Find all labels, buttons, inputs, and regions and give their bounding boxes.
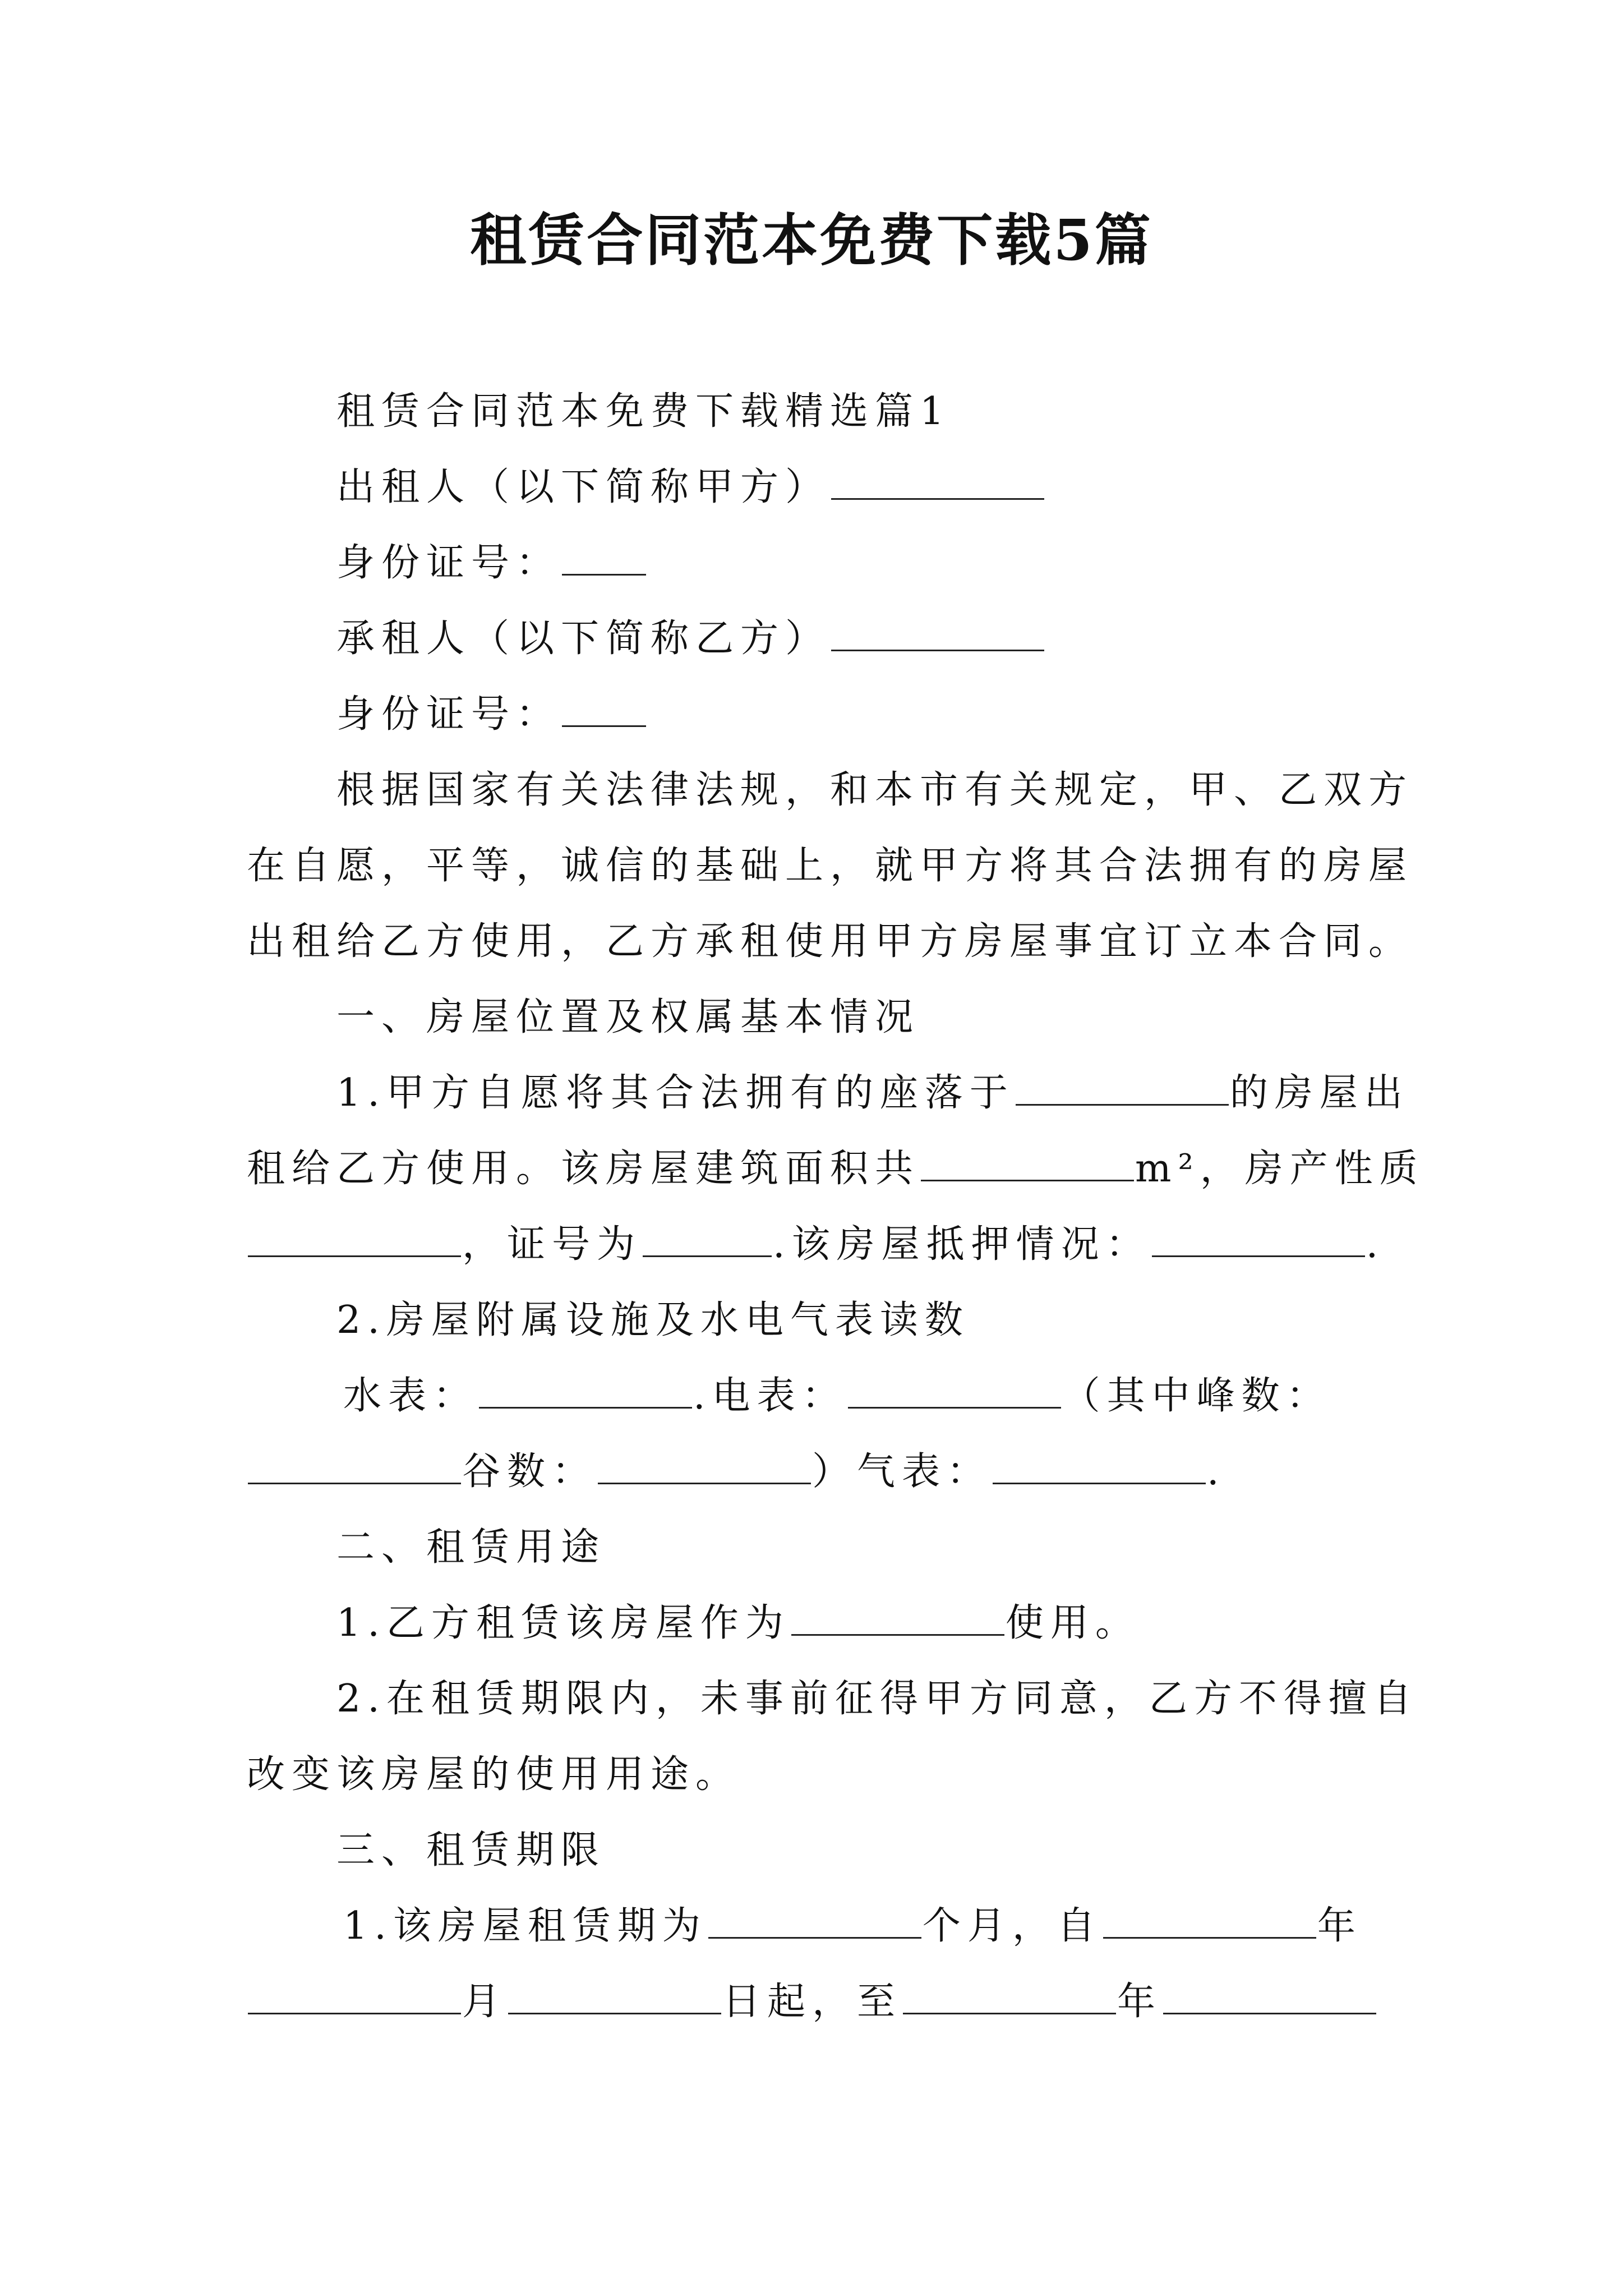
clause-3-1-text-c: 年 [1317, 1904, 1362, 1948]
usage-blank [791, 1602, 1004, 1636]
electric-meter-blank [848, 1374, 1061, 1409]
lessee-id-line [336, 687, 647, 743]
clause-2-2-line-1: 2.在租赁期限内，未事前征得甲方同意，乙方不得擅自 [336, 1677, 1418, 1721]
clause-1-1-line-2 [247, 1141, 1424, 1197]
property-nature-blank [248, 1223, 461, 1257]
clause-2-1-text-a: 1.乙方租赁该房屋作为 [336, 1601, 790, 1645]
valley-blank [598, 1450, 811, 1484]
clause-3-1-text-a: 1.该房屋租赁期为 [343, 1904, 707, 1948]
peak-blank [248, 1450, 461, 1484]
clause-1-2: 2.房屋附属设施及水电气表读数 [336, 1298, 970, 1342]
clause-1-1-text-f: .该房屋抵押情况： [773, 1222, 1151, 1267]
end-year-blank [903, 1980, 1116, 2014]
section-2-heading: 二、租赁用途 [336, 1525, 606, 1570]
clause-3-1-text-e: 日起，至 [722, 1980, 902, 2024]
certificate-blank [643, 1223, 772, 1257]
lessee-blank [831, 617, 1044, 651]
clause-1-1-text-a: 1.甲方自愿将其合法拥有的座落于 [336, 1071, 1015, 1115]
area-blank [921, 1147, 1134, 1181]
clause-3-1-line-1 [343, 1898, 1362, 1954]
lessee-line [336, 611, 1045, 667]
clause-2-2-line-2: 改变该房屋的使用用途。 [247, 1752, 741, 1797]
section-1-heading: 一、房屋位置及权属基本情况 [336, 995, 920, 1039]
lessor-label: 出租人（以下简称甲方） [336, 465, 831, 509]
lessor-blank [831, 466, 1044, 500]
water-meter-label: 水表： [343, 1374, 478, 1418]
clause-1-1-text-d: m²，房产性质 [1135, 1147, 1424, 1191]
lessee-id-blank [562, 693, 646, 727]
clause-2-1 [336, 1595, 1140, 1651]
location-blank [1016, 1071, 1229, 1106]
water-meter-blank [479, 1374, 692, 1409]
intro-line-3: 出租给乙方使用，乙方承租使用甲方房屋事宜订立本合同。 [247, 919, 1414, 964]
clause-3-1-text-f: 年 [1117, 1980, 1163, 2024]
peak-label: （其中峰数： [1062, 1374, 1331, 1418]
lessee-label: 承租人（以下简称乙方） [336, 616, 831, 661]
meter-line-2 [247, 1444, 1226, 1500]
clause-1-1-text-c: 租给乙方使用。该房屋建筑面积共 [247, 1147, 920, 1191]
term-months-blank [708, 1904, 921, 1939]
gas-meter-blank [993, 1450, 1206, 1484]
lessor-id-line [336, 535, 647, 591]
document-title: 租赁合同范本免费下载5篇 [470, 207, 1153, 273]
clause-1-1-line-1 [336, 1065, 1409, 1121]
meter-end: . [1207, 1450, 1226, 1494]
lessor-line [336, 459, 1045, 516]
intro-line-1: 根据国家有关法律法规，和本市有关规定，甲、乙双方 [336, 768, 1414, 812]
meter-line-1 [343, 1368, 1331, 1424]
start-year-blank [1103, 1904, 1316, 1939]
start-day-blank [508, 1980, 721, 2014]
mortgage-blank [1152, 1223, 1365, 1257]
intro-line-2: 在自愿，平等，诚信的基础上，就甲方将其合法拥有的房屋 [247, 844, 1414, 888]
clause-3-1-text-b: 个月，自 [922, 1904, 1102, 1948]
clause-3-1-line-2 [247, 1974, 1377, 2030]
lessor-id-blank [562, 541, 646, 576]
clause-1-1-text-e: ，证号为 [462, 1222, 642, 1267]
section-heading-1: 租赁合同范本免费下载精选篇1 [336, 389, 951, 434]
clause-2-1-text-b: 使用。 [1005, 1601, 1140, 1645]
clause-3-1-text-d: 月 [462, 1980, 508, 2024]
clause-1-1-line-3 [247, 1217, 1385, 1273]
gas-meter-label: ）气表： [812, 1450, 992, 1494]
clause-1-1-text-b: 的房屋出 [1229, 1071, 1409, 1115]
section-3-heading: 三、租赁期限 [336, 1828, 606, 1872]
start-month-blank [248, 1980, 461, 2014]
lessee-id-label: 身份证号： [336, 692, 561, 737]
electric-meter-label: .电表： [693, 1374, 847, 1418]
valley-label: 谷数： [462, 1450, 597, 1494]
clause-1-1-text-g: . [1366, 1222, 1385, 1267]
lessor-id-label: 身份证号： [336, 541, 561, 585]
end-month-blank [1163, 1980, 1376, 2014]
